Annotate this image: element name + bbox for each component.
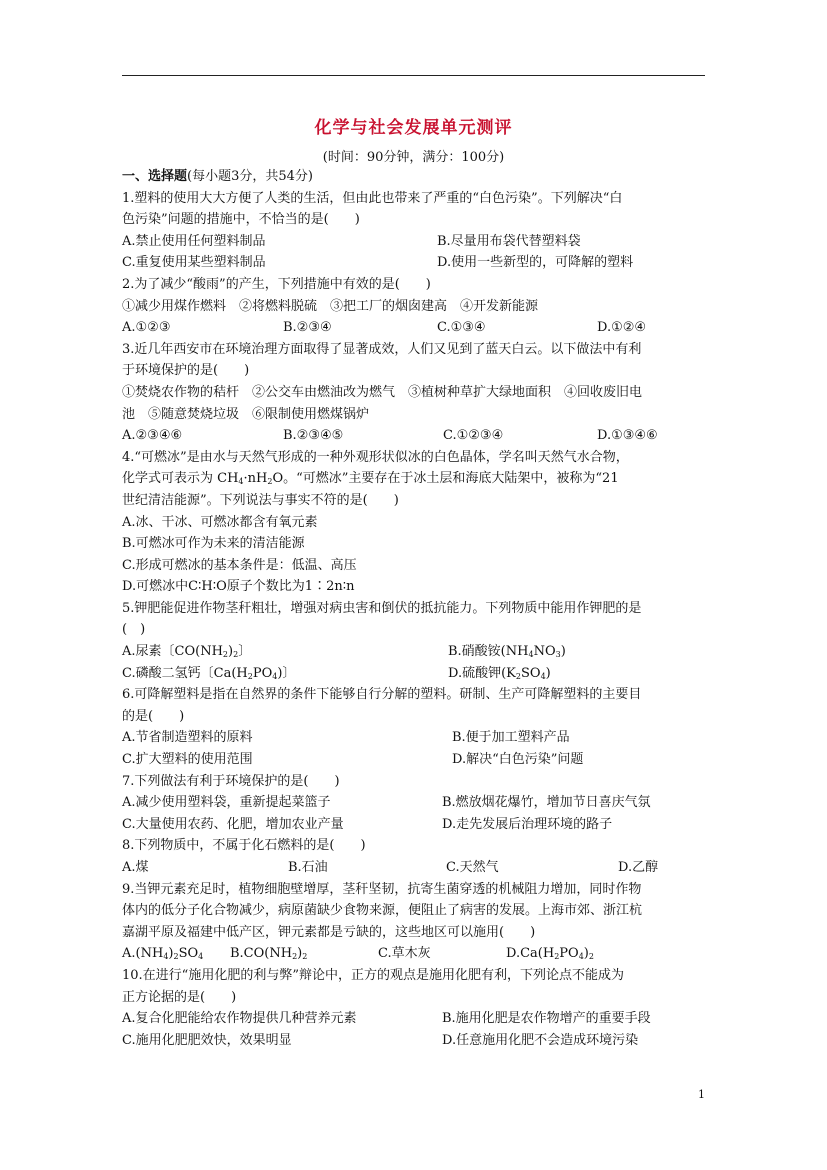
q5-c-sub: 2: [247, 671, 253, 681]
q9-options: [122, 943, 707, 965]
q5-b-sub2: 3: [555, 650, 561, 660]
q5-stem-line2: ( ): [122, 622, 146, 638]
q7-options-ab: [122, 792, 707, 814]
q3-option-b: B.②③④⑤: [283, 428, 344, 444]
q6-options-ab: [122, 727, 707, 749]
q1-options-cd: [122, 252, 707, 274]
q7-option-b: B.燃放烟花爆竹，增加节日喜庆气氛: [442, 795, 651, 811]
q5-a-sub: 2: [222, 650, 229, 660]
q5-d-sub2: 4: [540, 671, 546, 681]
q4-formula-sub: 4: [238, 477, 244, 487]
q5-c-post: PO: [252, 665, 273, 681]
q9-a-post: ): [168, 946, 174, 962]
q3-option-d: D.①③④⑥: [597, 428, 658, 444]
q6-stem-line1: 6.可降解塑料是指在自然界的条件下能够自行分解的塑料。研制、生产可降解塑料的主要目: [122, 687, 642, 703]
q7-option-d: D.走先发展后治理环境的路子: [442, 816, 613, 832]
q3-stem-line1: 3.近几年西安市在环境治理方面取得了显著成效，人们又见到了蓝天白云。以下做法中有利: [122, 341, 642, 357]
q9-a-pre: A.(NH: [122, 946, 164, 962]
q5-c-end: )〕: [277, 665, 296, 681]
q5-d-pre: D.硫酸钾(K: [448, 665, 516, 681]
q1-options-ab: [122, 231, 707, 253]
q5-option-c: [122, 663, 295, 685]
q9-a-sub3: 4: [198, 952, 204, 962]
q9-stem-line1: 9.当钾元素充足时，植物细胞壁增厚，茎秆坚韧，抗寄生菌穿透的机械阻力增加，同时作物: [122, 881, 642, 897]
q4-formula-post: O。“可燃冰”主要存在于冰土层和海底大陆架中，被称为“21: [272, 471, 619, 487]
q3-items-line1: ①焚烧农作物的秸杆 ②公交车由燃油改为燃气 ③植树种草扩大绿地面积 ④回收废旧电: [122, 384, 643, 400]
q3-stem-line2: 于环境保护的是( ): [122, 363, 250, 379]
q5-b-pre: B.硝酸铵(NH: [448, 644, 529, 660]
q8-stem: 8.下列物质中，不属于化石燃料的是( ): [122, 838, 366, 854]
q4-option-c: C.形成可燃冰的基本条件是：低温、高压: [122, 557, 357, 573]
document-subtitle: (时间：90分钟，满分：100分): [322, 150, 505, 165]
q5-options-ab: [122, 641, 707, 663]
q5-b-sub: 4: [528, 650, 534, 660]
q9-stem-line2: 体内的低分子化合物减少，病原菌缺少食物来源，便阻止了病害的发展。上海市郊、浙江杭: [122, 903, 643, 919]
q9-d-sub2: 4: [578, 952, 584, 962]
q6-stem-line2: 的是( ): [122, 708, 185, 724]
q9-b-pre: B.CO(NH: [230, 946, 293, 962]
q8-option-c: C.天然气: [446, 860, 499, 875]
q8-option-b: B.石油: [288, 860, 328, 875]
q5-stem-line1: 5.钾肥能促进作物茎秆粗壮，增强对病虫害和倒伏的抵抗能力。下列物质中能用作钾肥的是: [122, 600, 642, 616]
q9-a-sub: 4: [163, 952, 169, 962]
q9-option-a: [122, 943, 203, 965]
q2-option-c: C.①③④: [437, 320, 486, 336]
q10-option-c: C.施用化肥肥效快，效果明显: [122, 1032, 292, 1048]
q4-option-b: B.可燃冰可作为未来的清洁能源: [122, 536, 305, 552]
q8-option-d: D.乙醇: [618, 860, 659, 875]
q9-d-sub: 2: [554, 952, 560, 962]
q7-option-c: C.大量使用农药、化肥，增加农业产量: [122, 816, 344, 832]
q3-option-a: A.②③④⑥: [122, 428, 183, 444]
q10-option-a: A.复合化肥能给农作物提供几种营养元素: [122, 1011, 357, 1027]
q4-option-a: A.冰、干冰、可燃冰都含有氧元素: [122, 514, 318, 530]
q9-stem-line3: 嘉湖平原及福建中低产区，钾元素都是亏缺的，这些地区可以施用( ): [122, 924, 536, 940]
q5-d-sub: 2: [515, 671, 521, 681]
q4-formula-sub2: 2: [267, 477, 273, 487]
q9-d-post: PO: [559, 946, 579, 962]
q3-items-line2: 池 ⑤随意焚烧垃圾 ⑥限制使用燃煤锅炉: [122, 406, 370, 422]
q3-options: [122, 425, 707, 447]
q2-options: [122, 317, 707, 339]
q9-b-sub: 2: [292, 952, 298, 962]
q2-items: ①减少用煤作燃料 ②将燃料脱硫 ③把工厂的烟囱建高 ④开发新能源: [122, 298, 539, 314]
q4-formula-pre: 化学式可表示为 CH: [122, 471, 239, 487]
q4-formula-mid: ·nH: [243, 471, 268, 487]
q9-b-sub2: 2: [302, 952, 308, 962]
q5-b-end: ): [560, 644, 566, 660]
q3-option-c: C.①②③④: [443, 428, 504, 444]
q9-d-sub3: 2: [588, 952, 594, 962]
q2-stem: 2.为了减少“酸雨”的产生，下列措施中有效的是( ): [122, 276, 431, 292]
q4-stem-line3: 世纪清洁能源”。下列说法与事实不符的是( ): [122, 492, 399, 508]
q5-options-cd: [122, 663, 707, 685]
q9-b-post: ): [297, 946, 303, 962]
q5-a-sub2: 2: [233, 650, 239, 660]
q10-options-cd: [122, 1030, 707, 1052]
section-heading: [122, 166, 707, 188]
q6-option-b: B.便于加工塑料产品: [452, 730, 570, 746]
q10-options-ab: [122, 1008, 707, 1030]
section-title: 一、选择题: [122, 169, 188, 184]
q7-options-cd: [122, 814, 707, 836]
q8-option-a: A.煤: [122, 860, 149, 875]
q6-option-c: C.扩大塑料的使用范围: [122, 752, 253, 768]
q7-stem: 7.下列做法有利于环境保护的是( ): [122, 773, 340, 789]
q7-option-a: A.减少使用塑料袋，重新提起菜篮子: [122, 795, 331, 811]
q5-a-post: ): [228, 644, 234, 660]
q1-option-b: B.尽量用布袋代替塑料袋: [437, 233, 581, 249]
q9-option-c: C.草木灰: [378, 946, 431, 962]
header-rule: [122, 75, 705, 76]
q9-option-b: [230, 943, 307, 965]
q2-option-b: B.②③④: [283, 320, 332, 336]
q10-stem-line1: 10.在进行“施用化肥的利与弊”辩论中，正方的观点是施用化肥有利，下列论点不能成为: [122, 967, 624, 983]
q4-stem-line1: 4.“可燃冰”是由水与天然气形成的一种外观形状似冰的白色晶体，学名叫天然气水合物，: [122, 449, 629, 465]
q2-option-d: D.①②④: [597, 320, 647, 336]
section-note: (每小题3分，共54分): [187, 169, 313, 184]
q5-a-pre: A.尿素〔CO(NH: [122, 644, 223, 660]
q5-d-post: SO: [520, 665, 541, 681]
q10-option-d: D.任意施用化肥不会造成环境污染: [442, 1032, 639, 1048]
q9-a-end: SO: [178, 946, 199, 962]
q5-b-post: NO: [533, 644, 556, 660]
q5-option-d: [448, 663, 551, 685]
q5-option-a: [122, 641, 251, 663]
q4-option-d: D.可燃冰中C∶H∶O原子个数比为1∶2n∶n: [122, 579, 355, 595]
q1-stem-line2: 色污染”问题的措施中，不恰当的是( ): [122, 212, 360, 228]
q5-d-end: ): [545, 665, 551, 681]
q6-option-d: D.解决“白色污染”问题: [452, 752, 584, 768]
q9-d-end: ): [583, 946, 589, 962]
q10-stem-line2: 正方论据的是( ): [122, 989, 237, 1005]
q1-option-d: D.使用一些新型的，可降解的塑料: [437, 255, 634, 271]
question-list: [122, 166, 707, 1051]
q9-d-pre: D.Ca(H: [506, 946, 555, 962]
q1-option-c: C.重复使用某些塑料制品: [122, 255, 266, 271]
q6-option-a: A.节省制造塑料的原料: [122, 730, 253, 746]
q6-options-cd: [122, 749, 707, 771]
q5-c-sub2: 4: [272, 671, 278, 681]
q8-options: [122, 857, 707, 879]
q5-a-end: 〕: [238, 644, 252, 660]
q10-option-b: B.施用化肥是农作物增产的重要手段: [442, 1011, 651, 1027]
q9-option-d: [506, 943, 594, 965]
q5-c-pre: C.磷酸二氢钙〔Ca(H: [122, 665, 248, 681]
q9-a-sub2: 2: [173, 952, 179, 962]
q1-stem-line1: 1.塑料的使用大大方便了人类的生活，但由此也带来了严重的“白色污染”。下列解决“白: [122, 190, 623, 206]
page-number: 1: [698, 1088, 705, 1101]
q4-stem-line2: [122, 468, 707, 490]
q2-option-a: A.①②③: [122, 320, 171, 336]
document-title: 化学与社会发展单元测评: [314, 118, 513, 138]
q1-option-a: A.禁止使用任何塑料制品: [122, 233, 266, 249]
q5-option-b: [448, 641, 566, 663]
